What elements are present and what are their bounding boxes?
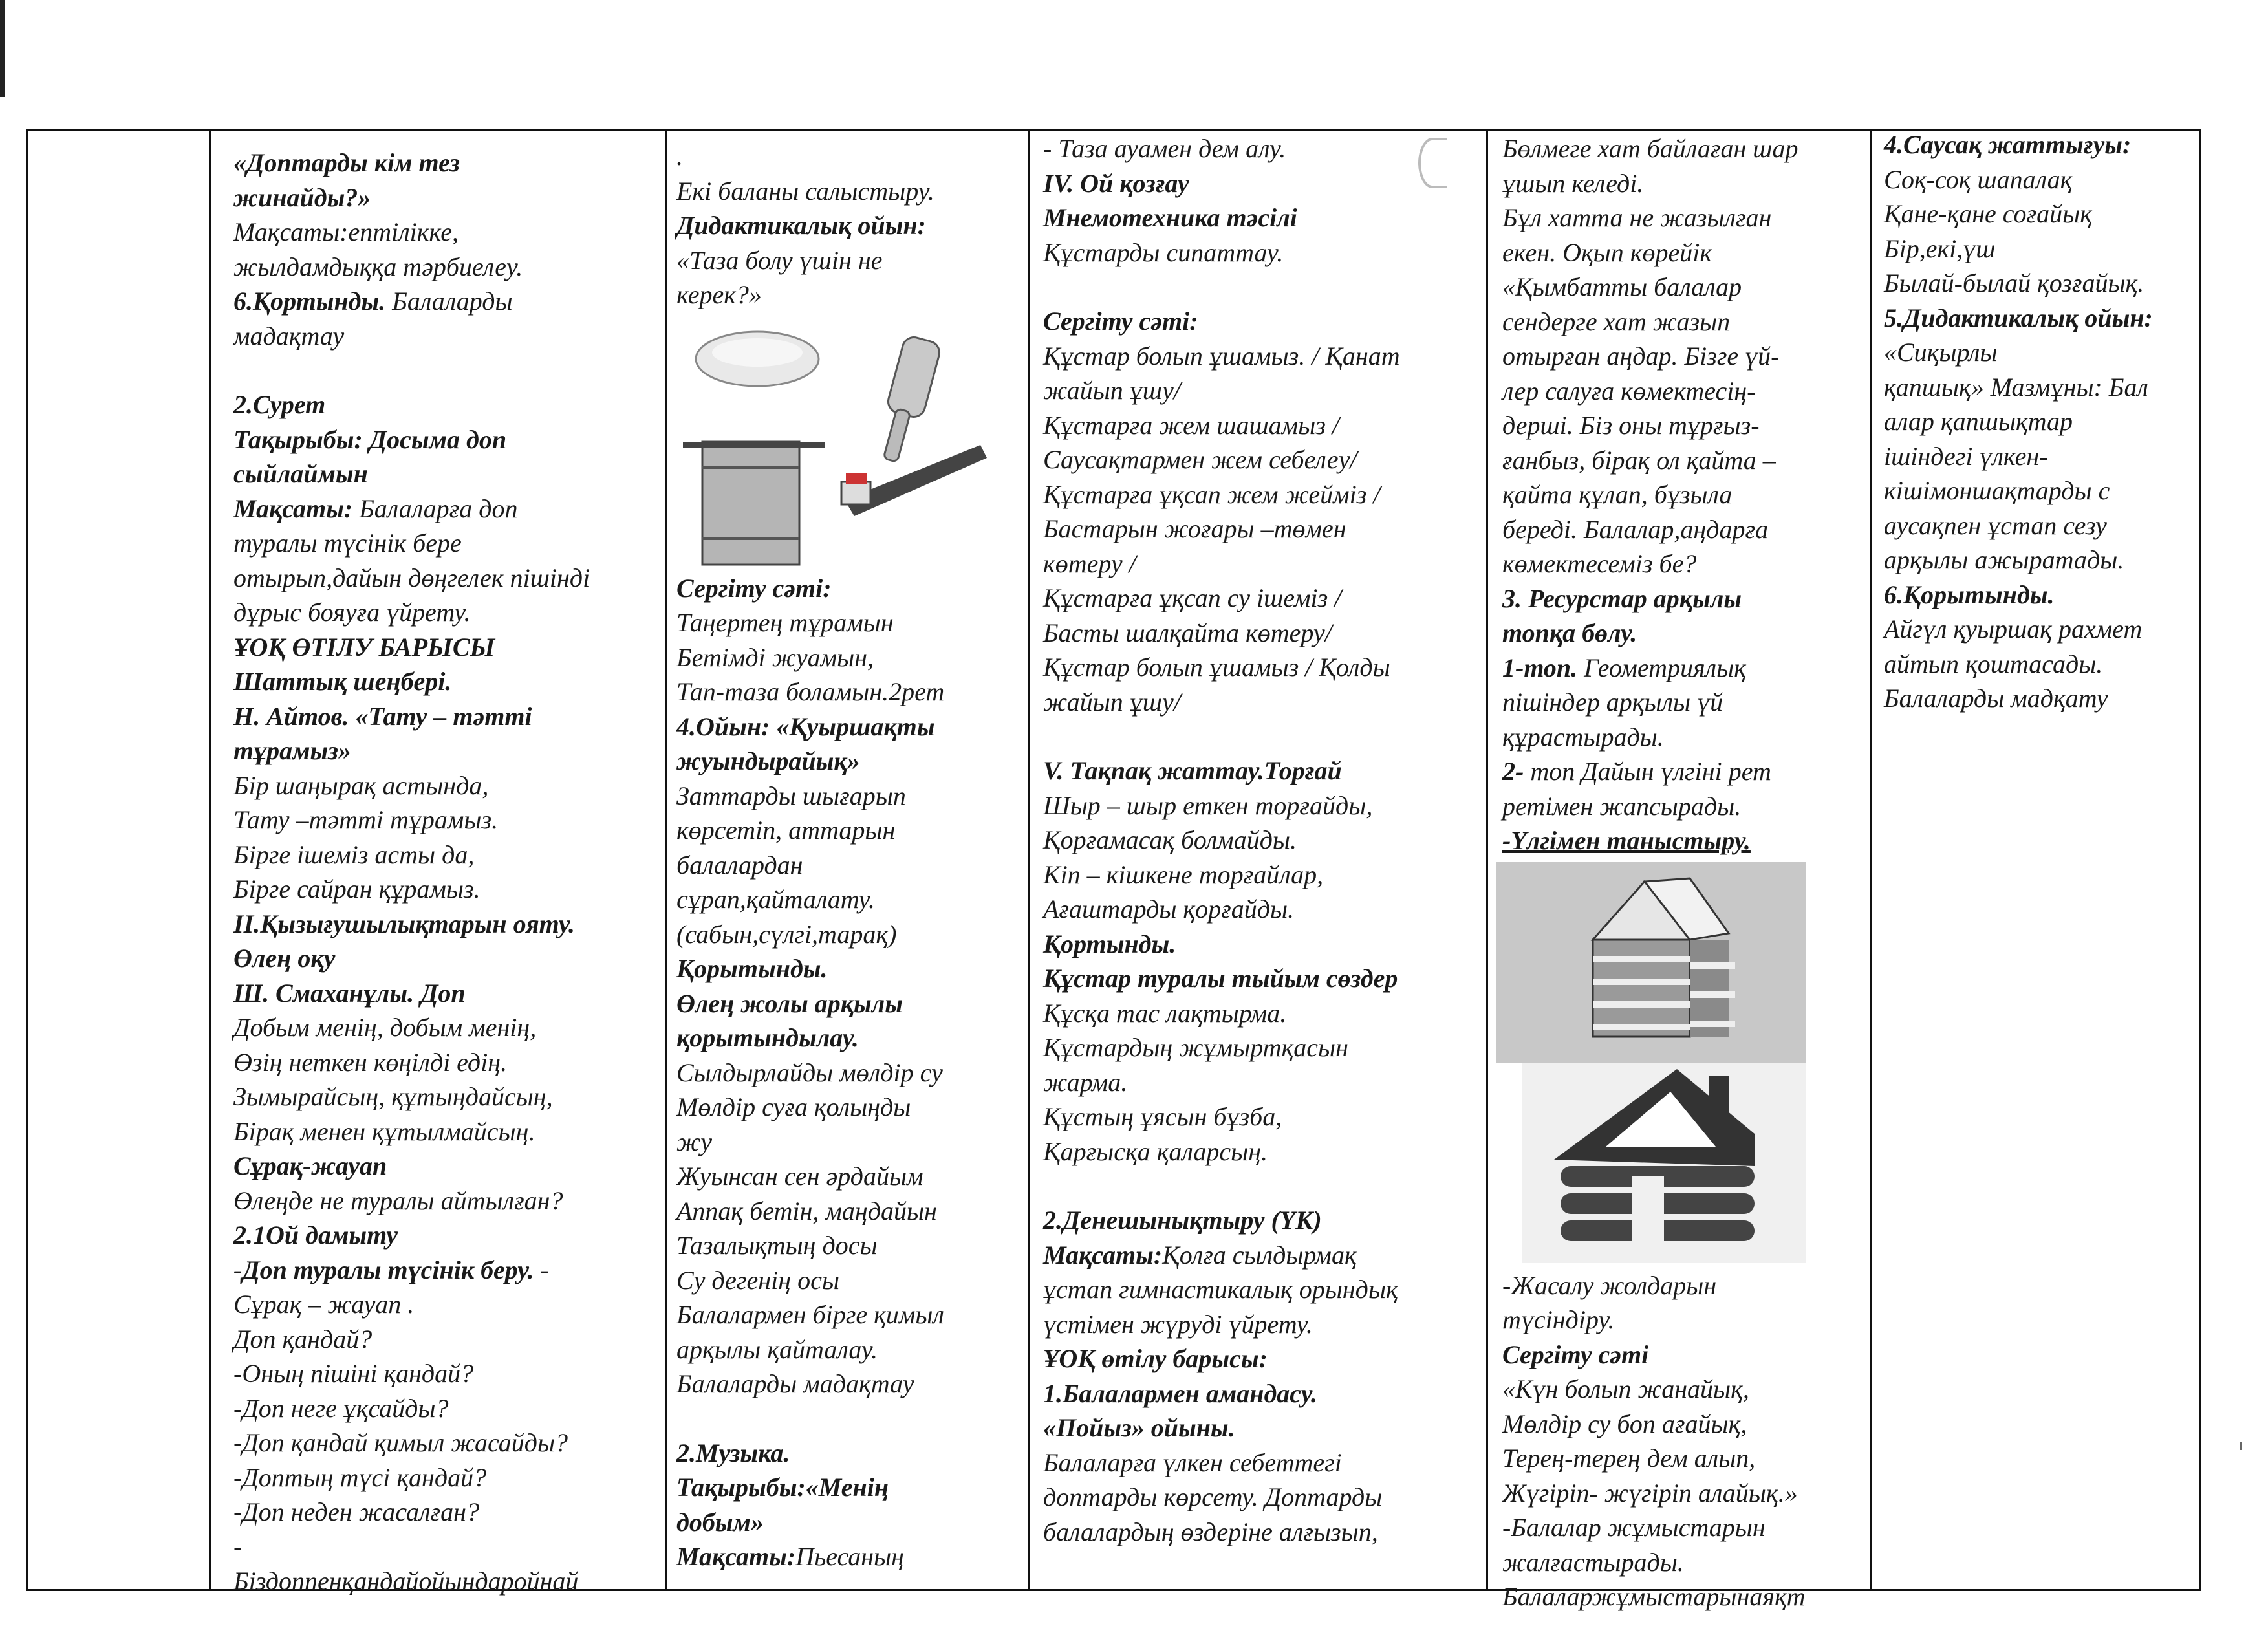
text-line: ІІ.Қызығушылықтарын ояту.	[233, 909, 576, 938]
text-line: Қорытынды.	[676, 954, 828, 983]
text-line: Құстарды сипаттау.	[1043, 237, 1284, 267]
text-line: «Күн болып жанайық,	[1502, 1374, 1749, 1403]
text-line: қапшық» Мазмұны: Бал	[1884, 372, 2148, 402]
column-5-text	[1884, 127, 2201, 716]
column-3-cell	[1043, 131, 1483, 1589]
towel-image	[683, 442, 825, 565]
text-line: Балаларды мадақтау	[676, 1369, 914, 1398]
text-line: жайып ұшу/	[1043, 376, 1181, 405]
text-line: «Сиқырлы	[1884, 338, 1998, 367]
text-line: жинайды?»	[233, 182, 371, 212]
text-line: Қортынды.	[1043, 929, 1176, 958]
text-line: сұрап,қайталату.	[676, 885, 875, 914]
column-2-cell	[676, 139, 1026, 1589]
column-divider	[665, 131, 667, 1589]
text-line: Өлең оқу	[233, 944, 336, 973]
column-divider	[1028, 131, 1030, 1589]
text-line: ұшып келеді.	[1502, 168, 1644, 198]
text-line: Екі баланы салыстыру.	[676, 176, 934, 206]
text-line: Тақырыбы: Досыма доп	[233, 424, 507, 454]
text-line: Мақсаты:Пьесаның	[676, 1542, 904, 1571]
column-5-cell	[1884, 127, 2201, 1589]
text-line: Сергіту сәті:	[1043, 307, 1198, 336]
text-line: 6.Қортынды. Балаларды	[233, 287, 513, 316]
text-line: Сұрақ-жауап	[233, 1151, 387, 1180]
text-line: 2.Сурет	[233, 390, 326, 419]
text-line: «Қымбатты балалар	[1502, 272, 1742, 301]
text-line: -Доп неге ұқсайды?	[233, 1393, 449, 1423]
text-line: Құстардың жұмыртқасын	[1043, 1033, 1348, 1062]
text-line: лер салуға көмектесің-	[1502, 376, 1756, 406]
text-line: Бөлмеге хат байлаған шар	[1502, 134, 1798, 163]
text-line: Тақырыбы:«Менің	[676, 1473, 889, 1502]
toothbrush-image	[841, 445, 987, 516]
text-line: 2- топ Дайын үлгіні рет	[1502, 757, 1771, 786]
text-line: екен. Оқып көрейік	[1502, 237, 1712, 267]
text-line: 1-топ. Геометриялық	[1502, 653, 1746, 682]
text-line: Жуынсан сен әрдайым	[676, 1162, 923, 1191]
text-line: 2.Денешынықтыру (ҮК)	[1043, 1206, 1322, 1235]
text-line: Тату –тәтті тұрамыз.	[233, 805, 499, 834]
text-line: Терең-терең дем алып,	[1502, 1444, 1756, 1473]
text-line: пішіндер арқылы үй	[1502, 688, 1723, 717]
text-line: Бірге ішеміз асты да,	[233, 839, 475, 869]
text-line: -	[233, 1532, 243, 1561]
text-line: 6.Қорытынды.	[1884, 579, 2055, 609]
text-line: -Үлгімен таныстыру.	[1502, 826, 1751, 855]
text-line: көмектесеміз бе?	[1502, 549, 1697, 578]
text-line: отырған аңдар. Бізге үй-	[1502, 341, 1780, 371]
text-line: Шаттық шеңбері.	[233, 667, 452, 696]
text-line: 2.1Ой дамыту	[233, 1220, 398, 1250]
text-line: жуындырайық»	[676, 746, 860, 775]
text-line: арқылы ажыратады.	[1884, 545, 2124, 574]
text-line: Өлең жолы арқылы	[676, 988, 903, 1018]
text-line: Балаларға үлкен себеттегі	[1043, 1447, 1342, 1477]
text-line: 1.Балалармен амандасу.	[1043, 1378, 1318, 1408]
text-line: ұстап гимнастикалық орындық	[1043, 1275, 1398, 1304]
text-line: «Доптарды кім тез	[233, 148, 460, 177]
text-line: Басты шалқайта көтеру/	[1043, 618, 1332, 647]
text-line: Құстарға жем шашамыз /	[1043, 410, 1339, 440]
text-line: Қорғамасақ болмайды.	[1043, 825, 1297, 854]
text-line: Балалармен бірге қимыл	[676, 1300, 944, 1329]
text-line: Айгүл қуыршақ рахмет	[1884, 614, 2143, 644]
text-line: Доп қандай?	[233, 1324, 373, 1354]
text-line: Мақсаты:ептілікке,	[233, 217, 459, 246]
text-line: Құсқа тас лақтырма.	[1043, 998, 1287, 1028]
text-line: қорытындылау.	[676, 1023, 859, 1052]
hygiene-items-illustration	[676, 312, 1000, 571]
text-line: Соқ-соқ шапалақ	[1884, 164, 2073, 194]
text-line: топқа бөлу.	[1502, 618, 1637, 647]
text-line: Былай-былай қозғайық.	[1884, 268, 2144, 298]
text-line: -Доп неден жасалған?	[233, 1497, 479, 1526]
text-line: жалғастырады.	[1502, 1547, 1684, 1577]
text-line: Өлеңде не туралы айтылған?	[233, 1186, 563, 1215]
text-line: дұрыс бояуға үйрету.	[233, 598, 471, 627]
column-divider	[209, 131, 211, 1589]
text-line: Бастарын жоғары –төмен	[1043, 514, 1346, 543]
text-line: V. Тақпақ жаттау.Торғай	[1043, 756, 1342, 785]
text-line: көтеру /	[1043, 548, 1136, 578]
text-line: «Пойыз» ойыны.	[1043, 1413, 1235, 1442]
column-2-text-top	[676, 139, 1026, 312]
text-line: Біздоппенқандайойындаройнай	[233, 1566, 579, 1596]
text-line: көрсетіп, аттарын	[676, 816, 896, 845]
text-line: керек?»	[676, 280, 762, 309]
text-line: жу	[676, 1127, 712, 1156]
text-line: Сылдырлайды мөлдір су	[676, 1057, 943, 1087]
column-3-text	[1043, 131, 1483, 1549]
scan-curl-mark	[1418, 138, 1447, 188]
text-line: Сұрақ – жауап .	[233, 1290, 415, 1319]
text-line: арқылы қайталау.	[676, 1334, 878, 1364]
column-1-text	[233, 146, 660, 1599]
text-line: -Оның пішіні қандай?	[233, 1359, 474, 1388]
column-2-text-bottom	[676, 571, 1026, 1574]
text-line: -Доптың түсі қандай?	[233, 1462, 487, 1492]
text-line: доптарды көрсету. Доптарды	[1043, 1482, 1383, 1511]
text-line: Зымырайсың, құтыңдайсың,	[233, 1082, 553, 1111]
text-line: Қарғысқа қаларсың.	[1043, 1136, 1268, 1166]
text-line: Мнемотехника тәсілі	[1043, 203, 1297, 232]
text-line: жарма.	[1043, 1067, 1128, 1097]
text-line: тұрамыз»	[233, 736, 351, 765]
text-line: Бір,екі,үш	[1884, 233, 1996, 263]
text-line: Бірақ менен құтылмайсың.	[233, 1116, 535, 1146]
text-line: алар қапшықтар	[1884, 407, 2073, 436]
text-line: Таңертең тұрамын	[676, 608, 894, 637]
text-line: Ағаштарды қорғайды.	[1043, 894, 1295, 924]
text-line: Құстар болып ұшамыз / Қолды	[1043, 653, 1390, 682]
text-line: ІV. Ой қозғау	[1043, 168, 1189, 198]
column-4-cell	[1483, 131, 1864, 1611]
text-line: Мақсаты: Балаларға доп	[233, 493, 518, 523]
blank-line	[1043, 1169, 1483, 1203]
text-line: отырып,дайын дөңгелек пішінді	[233, 563, 590, 592]
text-line: Қане-қане соғайық	[1884, 199, 2092, 228]
text-line: кішімоншақтарды с	[1884, 476, 2110, 505]
text-line: Құстарға ұқсап жем жейміз /	[1043, 479, 1381, 509]
scrub-brush-image	[883, 334, 942, 462]
text-line: Ш. Смаханұлы. Доп	[233, 978, 466, 1008]
log-house-models-photo	[1496, 862, 1806, 1263]
text-line: 5.Дидактикалық ойын:	[1884, 303, 2153, 332]
text-line: аусақпен ұстап сезу	[1884, 510, 2107, 540]
text-line: Шыр – шыр еткен торғайды,	[1043, 790, 1373, 820]
text-line: түсіндіру.	[1502, 1305, 1615, 1334]
scan-speck	[2240, 1442, 2242, 1450]
text-line: мадақтау	[233, 321, 345, 351]
text-line: береді. Балалар,аңдарға	[1502, 514, 1769, 544]
text-line: -Доп туралы түсінік беру. -	[233, 1255, 549, 1284]
text-line: Құстар болып ұшамыз. / Қанат	[1043, 341, 1400, 371]
text-line: Добым менің, добым менің,	[233, 1013, 537, 1042]
text-line: балалардан	[676, 850, 803, 880]
text-line: (сабын,сүлгі,тарақ)	[676, 919, 897, 949]
text-line: 4.Саусақ жаттығуы:	[1884, 130, 2132, 159]
text-line: Н. Айтов. «Тату – тәтті	[233, 701, 532, 731]
text-line: жайып ұшу/	[1043, 687, 1181, 717]
text-line: құрастырады.	[1502, 722, 1664, 752]
text-line: - Таза ауамен дем алу.	[1043, 134, 1286, 163]
text-line: Құстың ұясын бұзба,	[1043, 1102, 1282, 1131]
text-line: Тазалықтың досы	[676, 1231, 878, 1260]
text-line: добым»	[676, 1507, 764, 1537]
column-4-text-bottom	[1483, 1268, 1864, 1614]
text-line: 4.Ойын: «Қуыршақты	[676, 711, 935, 741]
text-line: -Балалар жұмыстарын	[1502, 1513, 1766, 1542]
text-line: Құстар туралы тыйым сөздер	[1043, 964, 1398, 993]
text-line: Заттарды шығарып	[676, 781, 906, 810]
text-line: үстімен жүруді үйрету.	[1043, 1309, 1313, 1339]
text-line: Тап-таза боламын.2рет	[676, 677, 945, 706]
blank-line	[233, 353, 660, 387]
text-line: Бұл хатта не жазылған	[1502, 203, 1772, 232]
text-line: ҰОҚ ӨТІЛУ БАРЫСЫ	[233, 632, 495, 662]
text-line: ғанбыз, бірақ ол қайта –	[1502, 445, 1776, 475]
column-4-text-top	[1483, 131, 1864, 858]
text-line: Балаларды мадқату	[1884, 684, 2108, 713]
text-line: сендерге хат жазып	[1502, 307, 1731, 336]
text-line: ішіндегі үлкен-	[1884, 441, 2048, 471]
text-line: .	[676, 142, 683, 171]
blank-line	[676, 1402, 1026, 1436]
text-line: дерші. Біз оны тұрғыз-	[1502, 411, 1760, 440]
text-line: Мөлдір суға қолыңды	[676, 1092, 911, 1121]
text-line: -Доп қандай қимыл жасайды?	[233, 1428, 568, 1457]
blank-line	[1043, 719, 1483, 753]
text-line: Аппақ бетін, маңдайын	[676, 1196, 937, 1226]
text-line: Бір шаңырақ астында,	[233, 770, 489, 800]
text-line: Мақсаты:Қолға сылдырмақ	[1043, 1240, 1357, 1270]
text-line: ретімен жапсырады.	[1502, 791, 1742, 821]
text-line: Сергіту сәті	[1502, 1339, 1649, 1369]
text-line: туралы түсінік бере	[233, 528, 462, 558]
text-line: Балаларжұмыстарынаяқт	[1502, 1582, 1806, 1611]
text-line: жылдамдыққа тәрбиелеу.	[233, 252, 523, 281]
text-line: Бірге сайран құрамыз.	[233, 874, 481, 904]
text-line: 3. Ресурстар арқылы	[1502, 583, 1742, 613]
text-line: Мөлдір су боп ағайық,	[1502, 1409, 1747, 1438]
blank-line	[1043, 270, 1483, 304]
text-line: Өзің неткен көңілді едің.	[233, 1047, 508, 1077]
text-line: сыйлаймын	[233, 459, 368, 488]
text-line: Кіп – кішкене торғайлар,	[1043, 860, 1324, 889]
text-line: айтып қоштасады.	[1884, 649, 2103, 678]
text-line: 2.Музыка.	[676, 1438, 790, 1467]
text-line: Сергіту сәті:	[676, 573, 832, 603]
text-line: Бетімді жуамын,	[676, 642, 874, 672]
lesson-plan-table	[26, 129, 2201, 1611]
text-line: Су дегенің осы	[676, 1265, 839, 1295]
text-line: Дидактикалық ойын:	[676, 211, 926, 240]
text-line: балалардың өздеріне алғызып,	[1043, 1517, 1378, 1546]
text-line: «Таза болу үшін не	[676, 245, 883, 275]
text-line: Құстарға ұқсап су ішеміз /	[1043, 583, 1342, 612]
scan-edge-mark	[0, 0, 5, 97]
text-line: ҰОҚ өтілу барысы:	[1043, 1344, 1268, 1373]
column-divider	[1870, 131, 1872, 1589]
text-line: қайта құлап, бұзыла	[1502, 480, 1733, 509]
text-line: Жүгіріп- жүгіріп алайық.»	[1502, 1478, 1798, 1508]
column-1-cell	[233, 146, 660, 1596]
text-line: -Жасалу жолдарын	[1502, 1270, 1717, 1300]
text-line: Саусақтармен жем себелеу/	[1043, 445, 1357, 474]
